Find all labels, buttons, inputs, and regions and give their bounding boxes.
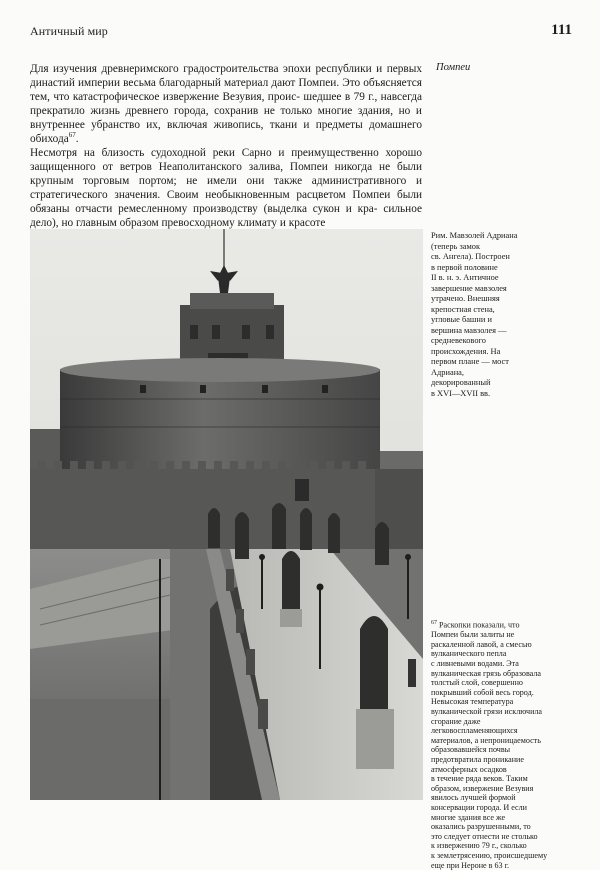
footnote-line: Помпеи были залиты не — [431, 630, 515, 640]
footnote-line: к землетрясению, происшедшему — [431, 850, 548, 860]
footnote-line: явилось лучшей формой — [431, 793, 516, 803]
paragraph-1: Для изучения древнеримского градостроительства эпохи республики и первых династий империи весьма благодарный материал дают Помпеи. Это объясняется тем, что катастрофическое извержение Везувия, проис- шедшее в 79 г., навсегда прекратило жизнь древнего города, сохранив не только многие здания, но и внутреннее убранство их, включая живопись, ткани и предметы домашнего обихода$^{67}$. — [30, 63, 422, 145]
caption-line: Адриана, — [431, 367, 464, 377]
running-head: Античный мир — [30, 24, 108, 38]
footnote-line: многие здания все же — [431, 812, 506, 822]
footnote-line: $^{67}$ Раскопки показали, что — [431, 620, 520, 630]
footnote-line: образовавшейся почвы — [431, 745, 511, 755]
footnote-marker: 67 — [431, 620, 437, 626]
text-line: стратегического значения. Своим необыкновенным расцветом Помпеи — [30, 189, 391, 201]
footnote-line: материалов, а непроницаемость — [431, 735, 541, 745]
text-line: защищенного от ветров Неаполитанского залива, Помпеи никогда не были — [30, 161, 422, 173]
footnote-line: легковоспламеняющихся — [431, 726, 518, 736]
caption-line: первом плане — мост — [431, 357, 509, 366]
caption-line: в XVI—XVII вв. — [431, 388, 491, 398]
footnote-line: в течение ряда веков. Таким — [431, 774, 528, 784]
main-text — [30, 62, 422, 230]
page-number: 111 — [551, 22, 572, 38]
footnote-line: вулканическая грязь образовала — [431, 668, 541, 678]
footnote-line: к извержению 79 г., сколько — [431, 841, 527, 851]
footnote-line: Невысокая температура — [431, 697, 514, 707]
footnote-line: толстый слой, совершенно — [431, 678, 523, 688]
footnote-line: вулканического пепла — [431, 649, 507, 659]
caption-line: вершина мавзолея — — [431, 325, 507, 335]
photo-caption — [431, 231, 571, 399]
footnote — [431, 619, 579, 870]
caption-line: св. Ангела). Построен — [431, 252, 510, 261]
caption-line: декорированный — [431, 378, 491, 387]
caption-line: средневекового — [431, 336, 486, 345]
text-line: ткани и предметы домашнего обихода — [30, 119, 422, 145]
footnote-line: с ливневыми водами. Эта — [431, 659, 519, 669]
castel-sant-angelo-photo — [30, 229, 423, 800]
footnote-line: это следует отнести не столько — [431, 831, 538, 841]
paragraph-2 — [30, 146, 422, 230]
margin-note: Помпеи — [436, 62, 471, 73]
caption-line: завершение мавзолея — [431, 283, 507, 293]
caption-line: в первой половине — [431, 262, 498, 272]
text-line: только многие здания, но и внутреннее убранство их, включая живопись, — [30, 105, 422, 131]
caption-line: утрачено. Внешняя — [431, 294, 500, 303]
text-line: Это объясняется тем, что катастрофическое извержение Везувия, проис- — [30, 77, 422, 103]
footnote-line: консервации города. И если — [431, 802, 527, 812]
footnote-ref: 67 — [68, 131, 76, 140]
caption-line: (теперь замок — [431, 241, 481, 251]
caption-line: Рим. Мавзолей Адриана — [431, 231, 518, 240]
footnote-line: раскаленной лавой, а смесью — [431, 639, 532, 649]
text-line: сильное дело), но главным образом превосходному климату и красоте — [30, 203, 423, 229]
text-line: Несмотря на близость судоходной реки Сарно и преимущественно хорошо — [30, 147, 422, 159]
caption-line: происхождения. На — [431, 346, 501, 356]
caption-line: II в. н. э. Античное — [431, 273, 499, 282]
footnote-line: оказались разрушенными, то — [431, 822, 531, 832]
footnote-line: предотвратила проникание — [431, 755, 524, 764]
footnote-line: атмосферных осадков — [431, 764, 507, 774]
footnote-line: еще при Нероне в 63 г. — [431, 860, 510, 870]
footnote-line: вулканической грязи исключила — [431, 707, 543, 717]
footnote-line: сгорание даже — [431, 716, 481, 726]
footnote-line: образом, извержение Везувия — [431, 783, 534, 793]
text-line: Для изучения древнеримского градостроительства эпохи республики и — [30, 63, 383, 75]
text-line: были обязаны отчасти ремесленному производству (выделка сукон и кра- — [30, 189, 423, 215]
caption-line: угловые башни и — [431, 315, 492, 324]
text-line: крупным торговым портом; не имели они также административного и — [30, 175, 422, 187]
text-line: первых династий империи весьма благодарный материал дают Помпеи. — [30, 63, 422, 89]
text-line: шедшее в 79 г., навсегда прекратило жизнь древнего города, сохранив не — [30, 91, 422, 117]
footnote-line: покрывший собой весь город. — [431, 687, 534, 697]
caption-line: крепостная стена, — [431, 304, 495, 314]
